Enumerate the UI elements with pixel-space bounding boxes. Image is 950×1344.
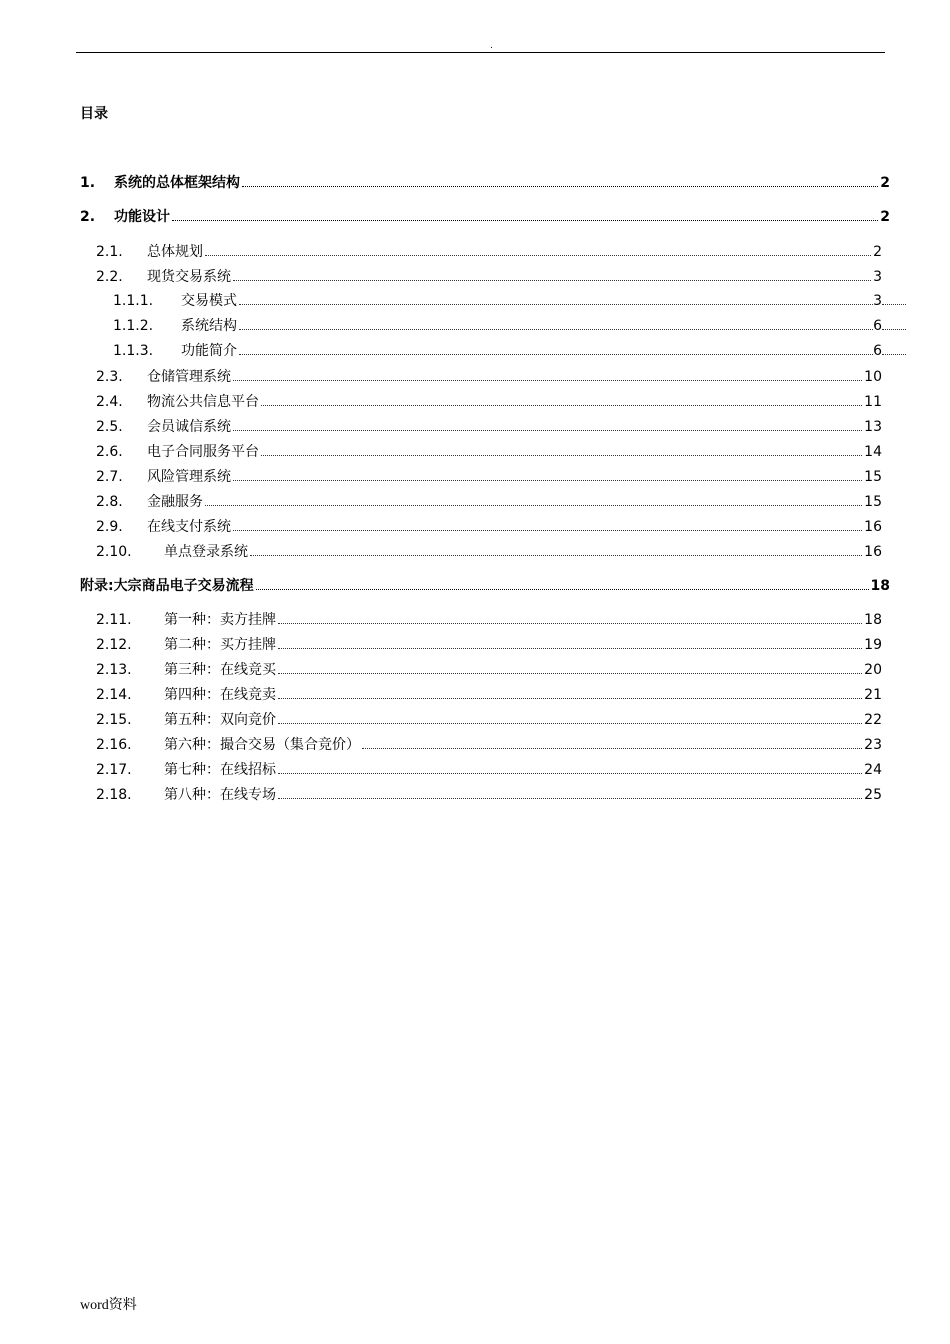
toc-entry[interactable]: [96, 416, 882, 436]
toc-entry[interactable]: [96, 491, 882, 511]
toc-leader-dots: [239, 304, 873, 305]
toc-entry-number: 2.6.: [96, 444, 123, 460]
toc-entry[interactable]: [96, 759, 882, 779]
toc-title: 目录: [80, 106, 108, 122]
toc-entry-title: 现货交易系统: [147, 269, 231, 285]
toc-entry-page: 23: [864, 737, 882, 753]
toc-entry-title: 系统结构: [181, 318, 237, 334]
toc-entry-number: 2.: [80, 209, 96, 225]
toc-entry-number: 2.9.: [96, 519, 123, 535]
toc-entry-page: 14: [864, 444, 882, 460]
toc-entry-title: 第四种：在线竞卖: [164, 687, 276, 703]
toc-entry-number: 2.18.: [96, 787, 132, 803]
toc-entry[interactable]: [96, 266, 882, 286]
toc-entry-page: 25: [864, 787, 882, 803]
toc-entry-page: 18: [870, 578, 890, 594]
toc-entry-number: 2.13.: [96, 662, 132, 678]
toc-entry-title: 在线支付系统: [147, 519, 231, 535]
toc-entry-page: 24: [864, 762, 882, 778]
toc-entry-number: 1.1.2.: [113, 318, 154, 334]
toc-entry-page: 2: [880, 209, 890, 225]
toc-entry[interactable]: [96, 441, 882, 461]
toc-entry[interactable]: [96, 516, 882, 536]
toc-leader-dots: [205, 505, 862, 506]
header-rule: [76, 52, 885, 53]
toc-leader-dots: [172, 220, 878, 221]
toc-entry-title: 第二种：买方挂牌: [164, 637, 276, 653]
toc-entry[interactable]: [113, 340, 906, 360]
toc-leader-dots: [261, 455, 862, 456]
toc-leader-dots: [278, 673, 862, 674]
toc-entry-title: 仓储管理系统: [147, 369, 231, 385]
toc-entry-title: 单点登录系统: [164, 544, 248, 560]
toc-entry-page: 11: [864, 394, 882, 410]
toc-entry-number: 2.8.: [96, 494, 123, 510]
toc-leader-dots: [362, 748, 862, 749]
toc-leader-dots: [250, 555, 862, 556]
toc-entry-page: 19: [864, 637, 882, 653]
toc-entry-page: 2: [880, 175, 890, 191]
toc-leader-dots: [278, 648, 862, 649]
toc-entry-number: 2.16.: [96, 737, 132, 753]
toc-entry[interactable]: [96, 659, 882, 679]
toc-entry-title: 风险管理系统: [147, 469, 231, 485]
toc-entry[interactable]: [96, 734, 882, 754]
toc-entry-title: 第六种：撮合交易（集合竞价）: [164, 737, 360, 753]
toc-entry[interactable]: [96, 241, 882, 261]
toc-entry-number: 2.14.: [96, 687, 132, 703]
toc-entry-page: 10: [864, 369, 882, 385]
toc-entry[interactable]: [80, 206, 890, 226]
toc-leader-dots: [233, 280, 871, 281]
toc-entry-number: 1.1.1.: [113, 293, 154, 309]
toc-entry-title: 功能简介: [181, 343, 237, 359]
toc-entry-number: 2.7.: [96, 469, 123, 485]
toc-leader-dots: [233, 430, 862, 431]
toc-entry-title: 交易模式: [181, 293, 237, 309]
toc-leader-dots: [278, 723, 862, 724]
toc-entry-title: 第三种：在线竞买: [164, 662, 276, 678]
toc-entry[interactable]: [96, 609, 882, 629]
toc-entry-title: 第五种：双向竞价: [164, 712, 276, 728]
toc-entry-number: 2.12.: [96, 637, 132, 653]
toc-leader-dots: [233, 480, 862, 481]
toc-entry-page: 13: [864, 419, 882, 435]
toc-leader-dots: [233, 530, 862, 531]
toc-entry[interactable]: [96, 684, 882, 704]
toc-entry-number: 2.11.: [96, 612, 132, 628]
toc-entry-number: 1.: [80, 175, 96, 191]
toc-leader-dots: [278, 773, 862, 774]
toc-entry-number: 2.1.: [96, 244, 123, 260]
toc-entry-number: 2.5.: [96, 419, 123, 435]
toc-entry-page: 15: [864, 469, 882, 485]
toc-leader-dots: [242, 186, 878, 187]
toc-entry[interactable]: [80, 172, 890, 192]
toc-entry-page: 2: [873, 244, 882, 260]
toc-entry-page: 15: [864, 494, 882, 510]
toc-leader-dots: [278, 698, 862, 699]
toc-entry-number: 2.17.: [96, 762, 132, 778]
footer-text: word资料: [80, 1298, 137, 1313]
toc-entry-title: 系统的总体框架结构: [114, 175, 240, 191]
toc-entry-page: 6: [873, 343, 882, 359]
toc-leader-dots: [239, 354, 873, 355]
toc-entry-title: 物流公共信息平台: [147, 394, 259, 410]
toc-overflow-dots: [882, 304, 906, 305]
toc-entry-number: 1.1.3.: [113, 343, 154, 359]
header-mark: .: [490, 41, 493, 51]
toc-entry-page: 3: [873, 293, 882, 309]
toc-entry[interactable]: [96, 541, 882, 561]
toc-entry[interactable]: [96, 366, 882, 386]
toc-entry[interactable]: [96, 391, 882, 411]
toc-entry-number: 2.2.: [96, 269, 123, 285]
toc-leader-dots: [233, 380, 862, 381]
toc-entry[interactable]: [96, 709, 882, 729]
toc-entry-number: 2.4.: [96, 394, 123, 410]
toc-leader-dots: [278, 623, 862, 624]
toc-entry-number: 2.15.: [96, 712, 132, 728]
toc-entry-title: 会员诚信系统: [147, 419, 231, 435]
toc-entry-title: 第七种：在线招标: [164, 762, 276, 778]
toc-entry[interactable]: [96, 466, 882, 486]
toc-leader-dots: [205, 255, 871, 256]
toc-entry-title: 电子合同服务平台: [147, 444, 259, 460]
toc-entry[interactable]: [113, 290, 906, 310]
toc-leader-dots: [256, 589, 869, 590]
toc-leader-dots: [261, 405, 862, 406]
toc-entry-title: 总体规划: [147, 244, 203, 260]
toc-leader-dots: [278, 798, 862, 799]
toc-overflow-dots: [882, 354, 906, 355]
toc-entry[interactable]: [96, 634, 882, 654]
toc-entry[interactable]: [113, 315, 906, 335]
toc-leader-dots: [239, 329, 873, 330]
toc-entry-page: 16: [864, 544, 882, 560]
toc-entry-page: 20: [864, 662, 882, 678]
toc-entry-page: 6: [873, 318, 882, 334]
toc-entry-page: 3: [873, 269, 882, 285]
toc-entry[interactable]: [80, 575, 890, 595]
toc-entry-title: 金融服务: [147, 494, 203, 510]
toc-entry-page: 22: [864, 712, 882, 728]
toc-overflow-dots: [882, 329, 906, 330]
toc-entry-title: 第一种：卖方挂牌: [164, 612, 276, 628]
toc-entry-page: 18: [864, 612, 882, 628]
toc-entry-title: 第八种：在线专场: [164, 787, 276, 803]
toc-entry-page: 16: [864, 519, 882, 535]
toc-entry-title: 附录:大宗商品电子交易流程: [80, 578, 254, 594]
toc-entry-number: 2.10.: [96, 544, 132, 560]
toc-entry-page: 21: [864, 687, 882, 703]
toc-entry-title: 功能设计: [114, 209, 170, 225]
toc-entry-number: 2.3.: [96, 369, 123, 385]
toc-entry[interactable]: [96, 784, 882, 804]
